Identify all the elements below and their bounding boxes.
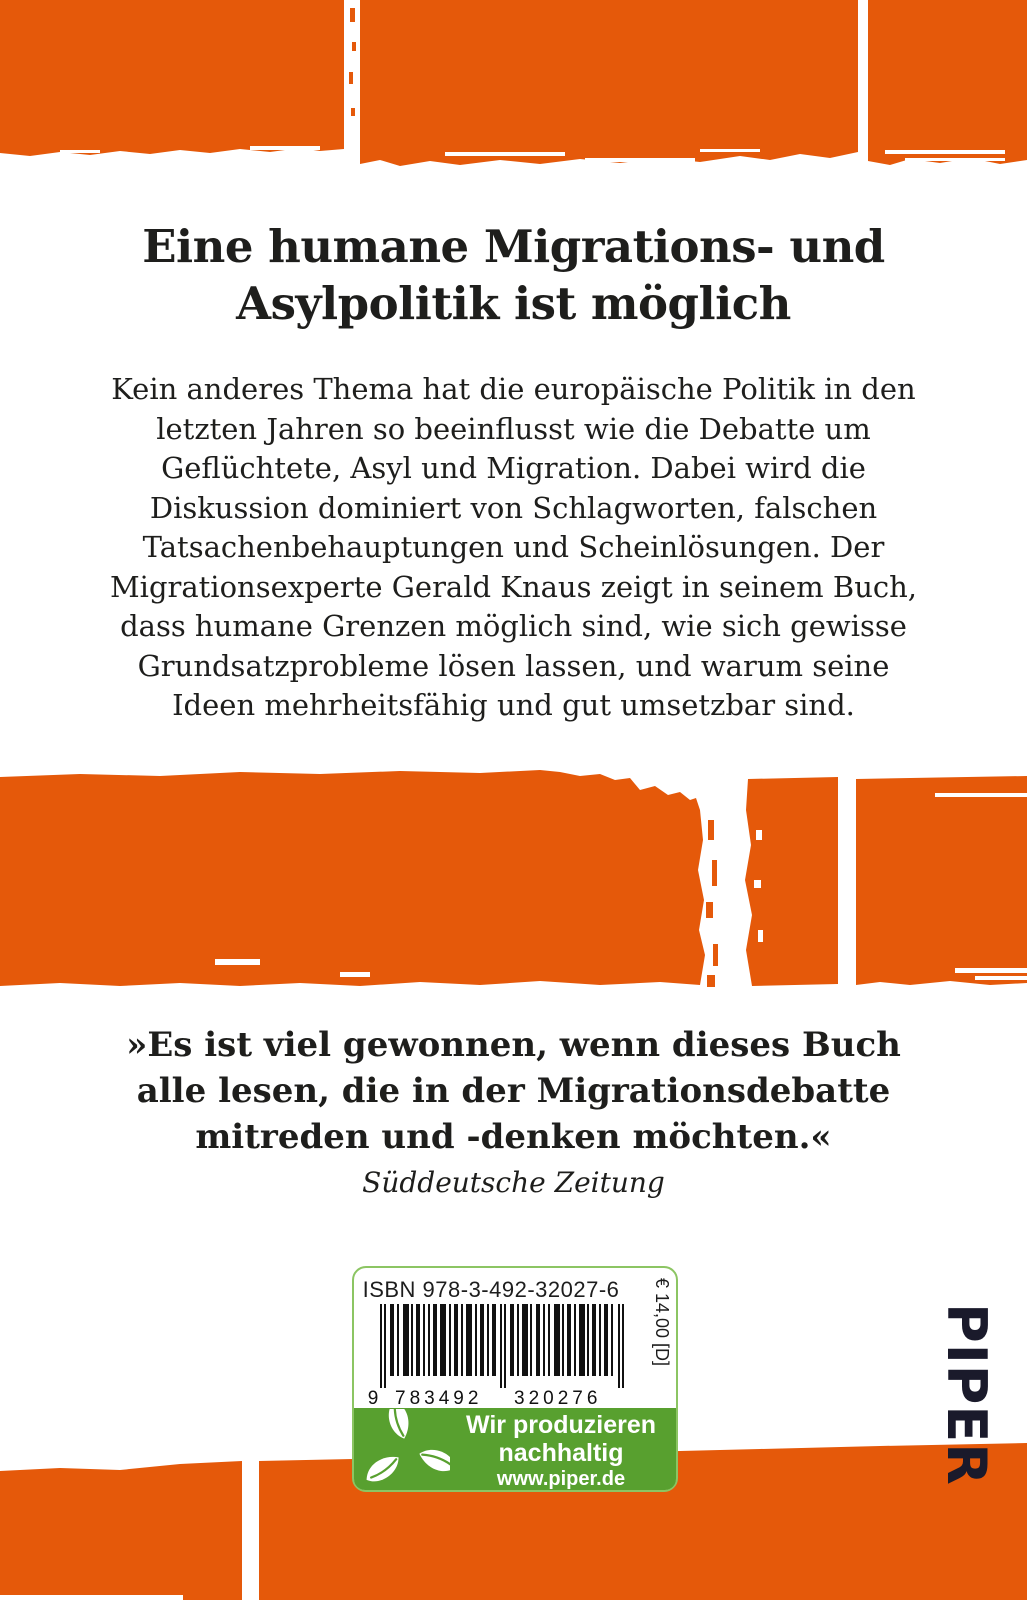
quote-attribution: Süddeutsche Zeitung [362,1166,665,1199]
isbn-text: ISBN 978-3-492-32027-6 [362,1277,620,1302]
quote-line: »Es ist viel gewonnen, wenn dieses Buch [126,1025,901,1065]
review-quote [0,1022,1027,1160]
blurb-paragraph [0,370,1027,726]
blurb-line: Migrationsexperte Gerald Knaus zeigt in seinem Buch, [109,569,918,604]
barcode-digit-group: 320276 [514,1388,602,1408]
blurb-line: letzten Jahren so beeinflusst wie die Debatte um [156,411,871,446]
blurb-line: Kein anderes Thema hat die europäische Politik in den [111,372,916,406]
quote-line: alle lesen, die in der Migrationsdebatte [136,1071,891,1111]
top-brush-band [0,0,1027,169]
barcode-digit-lead: 9 [368,1388,379,1408]
barcode-digit-group: 783492 [395,1388,483,1408]
price-text: € 14,00 [D] [652,1278,672,1367]
sustainability-badge [354,1408,676,1490]
sustainability-line-2: nachhaltig [498,1439,624,1467]
blurb-line: dass humane Grenzen möglich sind, wie sich gewisse [120,609,907,643]
middle-brush-band [0,770,1027,987]
quote-line: mitreden und -denken möchten.« [195,1117,832,1157]
blurb-line: Diskussion dominiert von Schlagworten, falschen [149,490,878,525]
publisher-url: www.piper.de [496,1468,626,1490]
blurb-line: Tatsachenbehauptungen und Scheinlösungen. Der [142,530,885,564]
blurb-line: Ideen mehrheitsfähig und gut umsetzbar sind. [172,688,855,722]
headline-line-1: Eine humane Migrations- und [142,220,885,273]
sustainability-text [452,1411,670,1492]
blurb-line: Grundsatzprobleme lösen lassen, und warum seine [137,648,890,683]
publisher-logo: PIPER [935,1303,998,1486]
isbn-barcode-label [352,1266,678,1492]
leaf-recycle-icon [366,1409,450,1489]
sustainability-line-1: Wir produzieren [465,1411,657,1439]
headline-line-2: Asylpolitik ist möglich [236,277,791,330]
ean-barcode [368,1304,634,1408]
page-title [0,218,1027,332]
blurb-line: Geflüchtete, Asyl und Migration. Dabei wird die [161,451,866,485]
